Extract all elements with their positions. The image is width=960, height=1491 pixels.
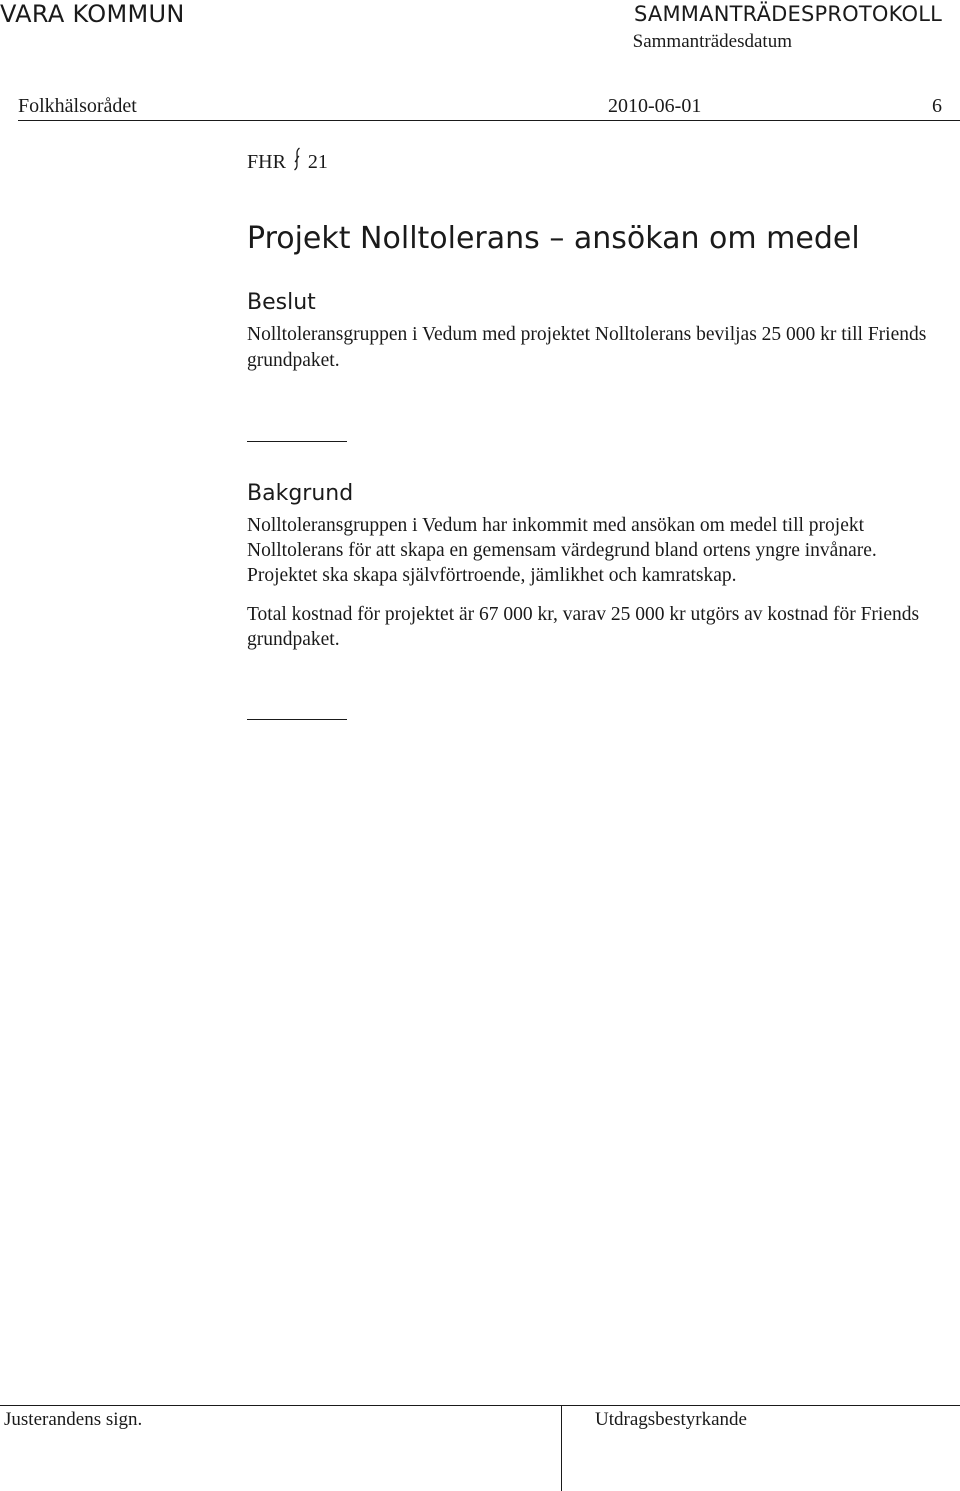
certification-field-label: Utdragsbestyrkande (595, 1409, 747, 1430)
section-separator (247, 441, 347, 442)
background-paragraph: Nolltoleransgruppen i Vedum har inkommit med ansökan om medel till projekt Nolltolerans för att skapa en gemensam värdegrund bland ortens yngre invånare. Projektet ska skapa självförtroende, jämlikhet och kamratskap. (247, 515, 877, 586)
page-number: 6 (932, 95, 942, 117)
background-heading: Bakgrund (247, 481, 354, 506)
meeting-date-label: Sammanträdesdatum (632, 31, 792, 52)
footer-divider (0, 1405, 960, 1406)
decision-text: Nolltoleransgruppen i Vedum med projektet Nolltolerans beviljas 25 000 kr till Friends grundpaket. (247, 324, 927, 371)
footer-column-divider (561, 1405, 562, 1491)
section-sign-icon (292, 146, 302, 178)
organization-name: VARA KOMMUN (0, 0, 185, 28)
section-title: Projekt Nolltolerans – ansökan om medel (247, 221, 860, 256)
decision-heading: Beslut (247, 290, 316, 315)
meeting-date: 2010-06-01 (608, 95, 702, 117)
section-separator (247, 719, 347, 720)
header-divider (18, 120, 960, 121)
paragraph-prefix: FHR (247, 150, 286, 173)
paragraph-reference (247, 146, 328, 178)
signature-field-label: Justerandens sign. (4, 1409, 143, 1430)
committee-name: Folkhälsorådet (18, 95, 137, 117)
paragraph-number: 21 (307, 150, 328, 173)
cost-paragraph: Total kostnad för projektet är 67 000 kr, varav 25 000 kr utgörs av kostnad för Friends grundpaket. (247, 604, 920, 650)
document-type: SAMMANTRÄDESPROTOKOLL (634, 2, 942, 26)
